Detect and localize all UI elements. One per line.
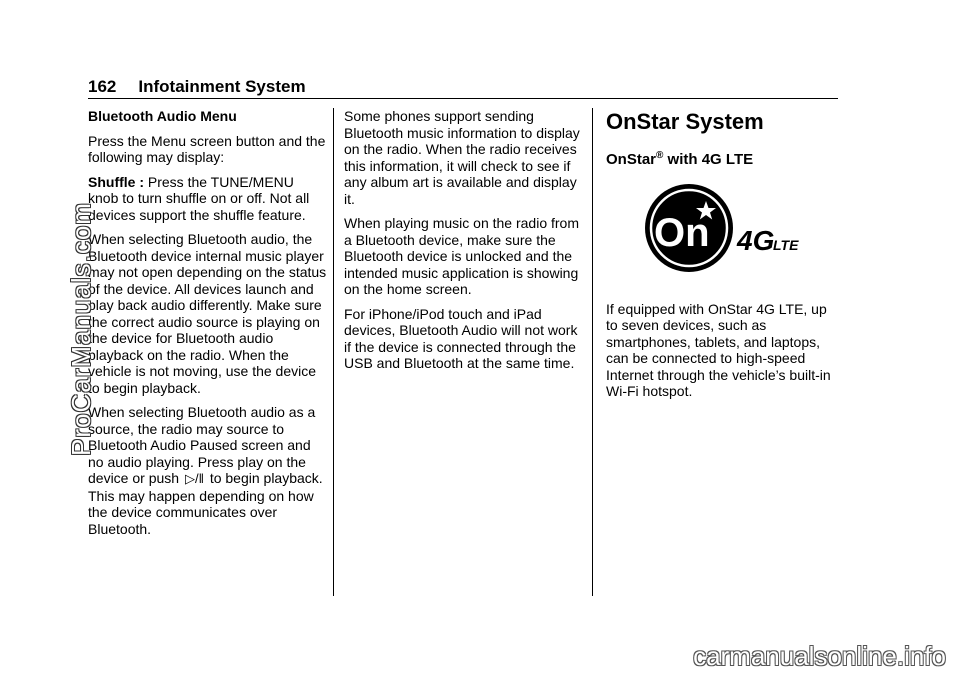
shuffle-text: Press the TUNE/MENU knob to turn shuffle on or off. Not all devices support the shuffle feature.	[88, 173, 310, 223]
page-header	[88, 72, 838, 99]
side-watermark: ProCarManuals.com	[66, 202, 96, 456]
column-divider-1	[333, 108, 334, 596]
paused-text-b: to begin playback. This may happen depending on how the device communicates over Bluetooth.	[88, 470, 323, 537]
onstar-4g-subtitle	[606, 148, 840, 169]
menu-intro-paragraph: Press the Menu screen button and the following may display:	[88, 132, 326, 165]
logo-lte-text: LTE	[773, 236, 799, 253]
footer-watermark: carmanualsonline.info	[693, 641, 946, 671]
play-pause-icon: ▷/‖	[184, 471, 204, 486]
column-3	[606, 108, 840, 408]
album-art-paragraph: Some phones support sending Bluetooth music information to display on the radio. When the radio receives this information, it will check to see if any album art is available and display it.	[344, 108, 580, 207]
subtitle-rest: with 4G LTE	[663, 151, 754, 168]
bluetooth-paused-paragraph	[88, 404, 328, 537]
registered-mark: ®	[656, 150, 664, 161]
bluetooth-audio-menu-heading: Bluetooth Audio Menu	[88, 108, 237, 124]
onstar-hotspot-paragraph: If equipped with OnStar 4G LTE, up to seven devices, such as smartphones, tablets, and laptops, can be connected to high-speed Internet through the vehicle’s built-in Wi-Fi hotspot.	[606, 300, 831, 399]
onstar-4g-lte-logo	[644, 183, 840, 281]
section-title: Infotainment System	[138, 77, 306, 96]
shuffle-label: Shuffle :	[88, 173, 144, 190]
unlock-device-paragraph: When playing music on the radio from a Bluetooth device, make sure the Bluetooth device is unlocked and the intended music application is showing on the home screen.	[344, 215, 579, 297]
column-divider-2	[592, 108, 593, 596]
column-2	[344, 108, 582, 380]
logo-on-text: On	[654, 210, 710, 255]
bluetooth-player-paragraph: When selecting Bluetooth audio, the Bluetooth device internal music player may not open depending on the status of the device. All devices launch and play back audio differently. Make sure the correct audio source is playing on the device for Bluetooth audio playback on the radio. When the vehicle is not moving, use the device to begin playback.	[88, 231, 327, 396]
logo-4g-text: 4G	[737, 224, 775, 256]
subtitle-onstar: OnStar	[606, 151, 657, 168]
onstar-system-title: OnStar System	[606, 109, 764, 134]
paused-text-a: When selecting Bluetooth audio as a source, the radio may source to Bluetooth Audio Paused screen and no audio playing. Press play on the device or push	[88, 404, 316, 486]
iphone-paragraph: For iPhone/iPod touch and iPad devices, Bluetooth Audio will not work if the device is connected through the USB and Bluetooth at the same time.	[344, 305, 578, 371]
page-number: 162	[88, 77, 117, 96]
column-1	[88, 108, 328, 545]
shuffle-paragraph	[88, 174, 328, 224]
onstar-logo-icon	[644, 183, 814, 281]
